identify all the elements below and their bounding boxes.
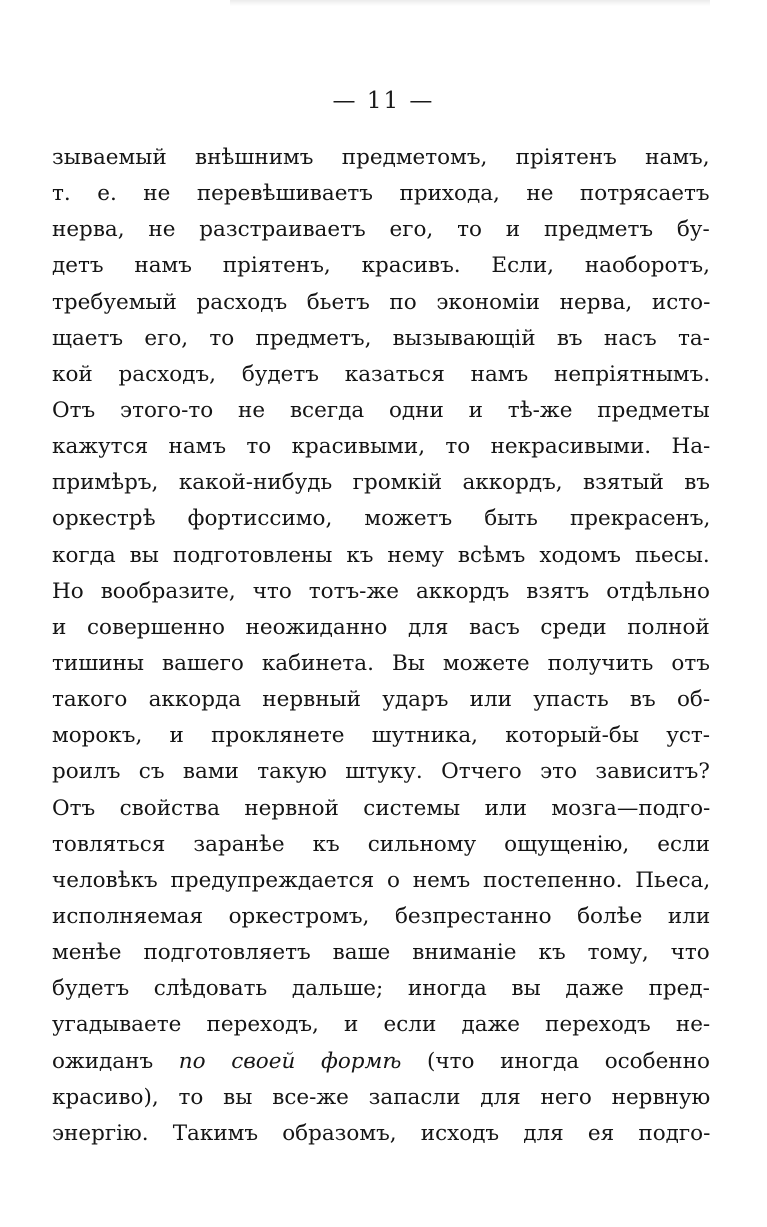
text-line: Отъ свойства нервной системы или мозга—подго- [52, 795, 711, 821]
text-line: примѣръ, какой-нибудь громкій аккордъ, взятый въ [52, 470, 710, 496]
text-line: требуемый расходъ бьетъ по экономіи нерва, исто- [52, 289, 711, 315]
text-line: и совершенно неожиданно для васъ среди полной [52, 614, 710, 640]
text-segment: (что иногда особенно [401, 1048, 710, 1074]
text-line: морокъ, и проклянете шутника, который-бы уст- [52, 723, 711, 749]
text-line: Отъ этого-то не всегда одни и тѣ-же предметы [52, 397, 710, 423]
text-line: исполняемая оркестромъ, безпрестанно болѣе или [52, 903, 711, 929]
text-line: человѣкъ предупреждается о немъ постепенно. Пьеса, [52, 867, 711, 893]
text-line: энергію. Такимъ образомъ, исходъ для ея подго- [52, 1120, 711, 1146]
text-line: оркестрѣ фортиссимо, можетъ быть прекрасенъ, [52, 506, 711, 532]
text-line: менѣе подготовляетъ ваше вниманіе къ тому, что [52, 940, 710, 966]
text-line: красиво), то вы все-же запасли для него нервную [52, 1084, 711, 1110]
text-line-with-italic [52, 1044, 710, 1080]
text-line: товляться заранѣе къ сильному ощущенію, если [52, 831, 710, 857]
text-line: когда вы подготовлены къ нему всѣмъ ходомъ пьесы. [52, 542, 710, 568]
text-line: Но вообразите, что тотъ-же аккордъ взятъ отдѣльно [52, 578, 710, 604]
text-line: кажутся намъ то красивыми, то некрасивыми. На- [52, 434, 711, 460]
italic-phrase: по своей формѣ [178, 1048, 402, 1074]
text-line: угадываете переходъ, и если даже переходъ не- [52, 1012, 711, 1038]
scan-edge-smudge [230, 0, 710, 6]
text-line: т. е. не перевѣшиваетъ прихода, не потрясаетъ [52, 181, 710, 207]
body-text [52, 140, 710, 1152]
text-line: зываемый внѣшнимъ предметомъ, пріятенъ намъ, [52, 145, 710, 170]
text-line: будетъ слѣдовать дальше; иногда вы даже пред- [52, 976, 710, 1002]
text-line: роилъ съ вами такую штуку. Отчего это зависитъ? [52, 759, 710, 785]
text-line: нерва, не разстраиваетъ его, то и предметъ бу- [52, 217, 710, 243]
text-line: кой расходъ, будетъ казаться намъ непріятнымъ. [52, 361, 711, 387]
text-segment: ожиданъ [52, 1048, 179, 1074]
text-line: щаетъ его, то предметъ, вызывающій въ насъ та- [52, 325, 710, 351]
text-line: детъ намъ пріятенъ, красивъ. Если, наоборотъ, [52, 253, 710, 279]
page-number: — 11 — [332, 88, 435, 114]
text-line: такого аккорда нервный ударъ или упасть въ об- [52, 687, 711, 713]
text-line: тишины вашего кабинета. Вы можете получить отъ [52, 650, 710, 676]
